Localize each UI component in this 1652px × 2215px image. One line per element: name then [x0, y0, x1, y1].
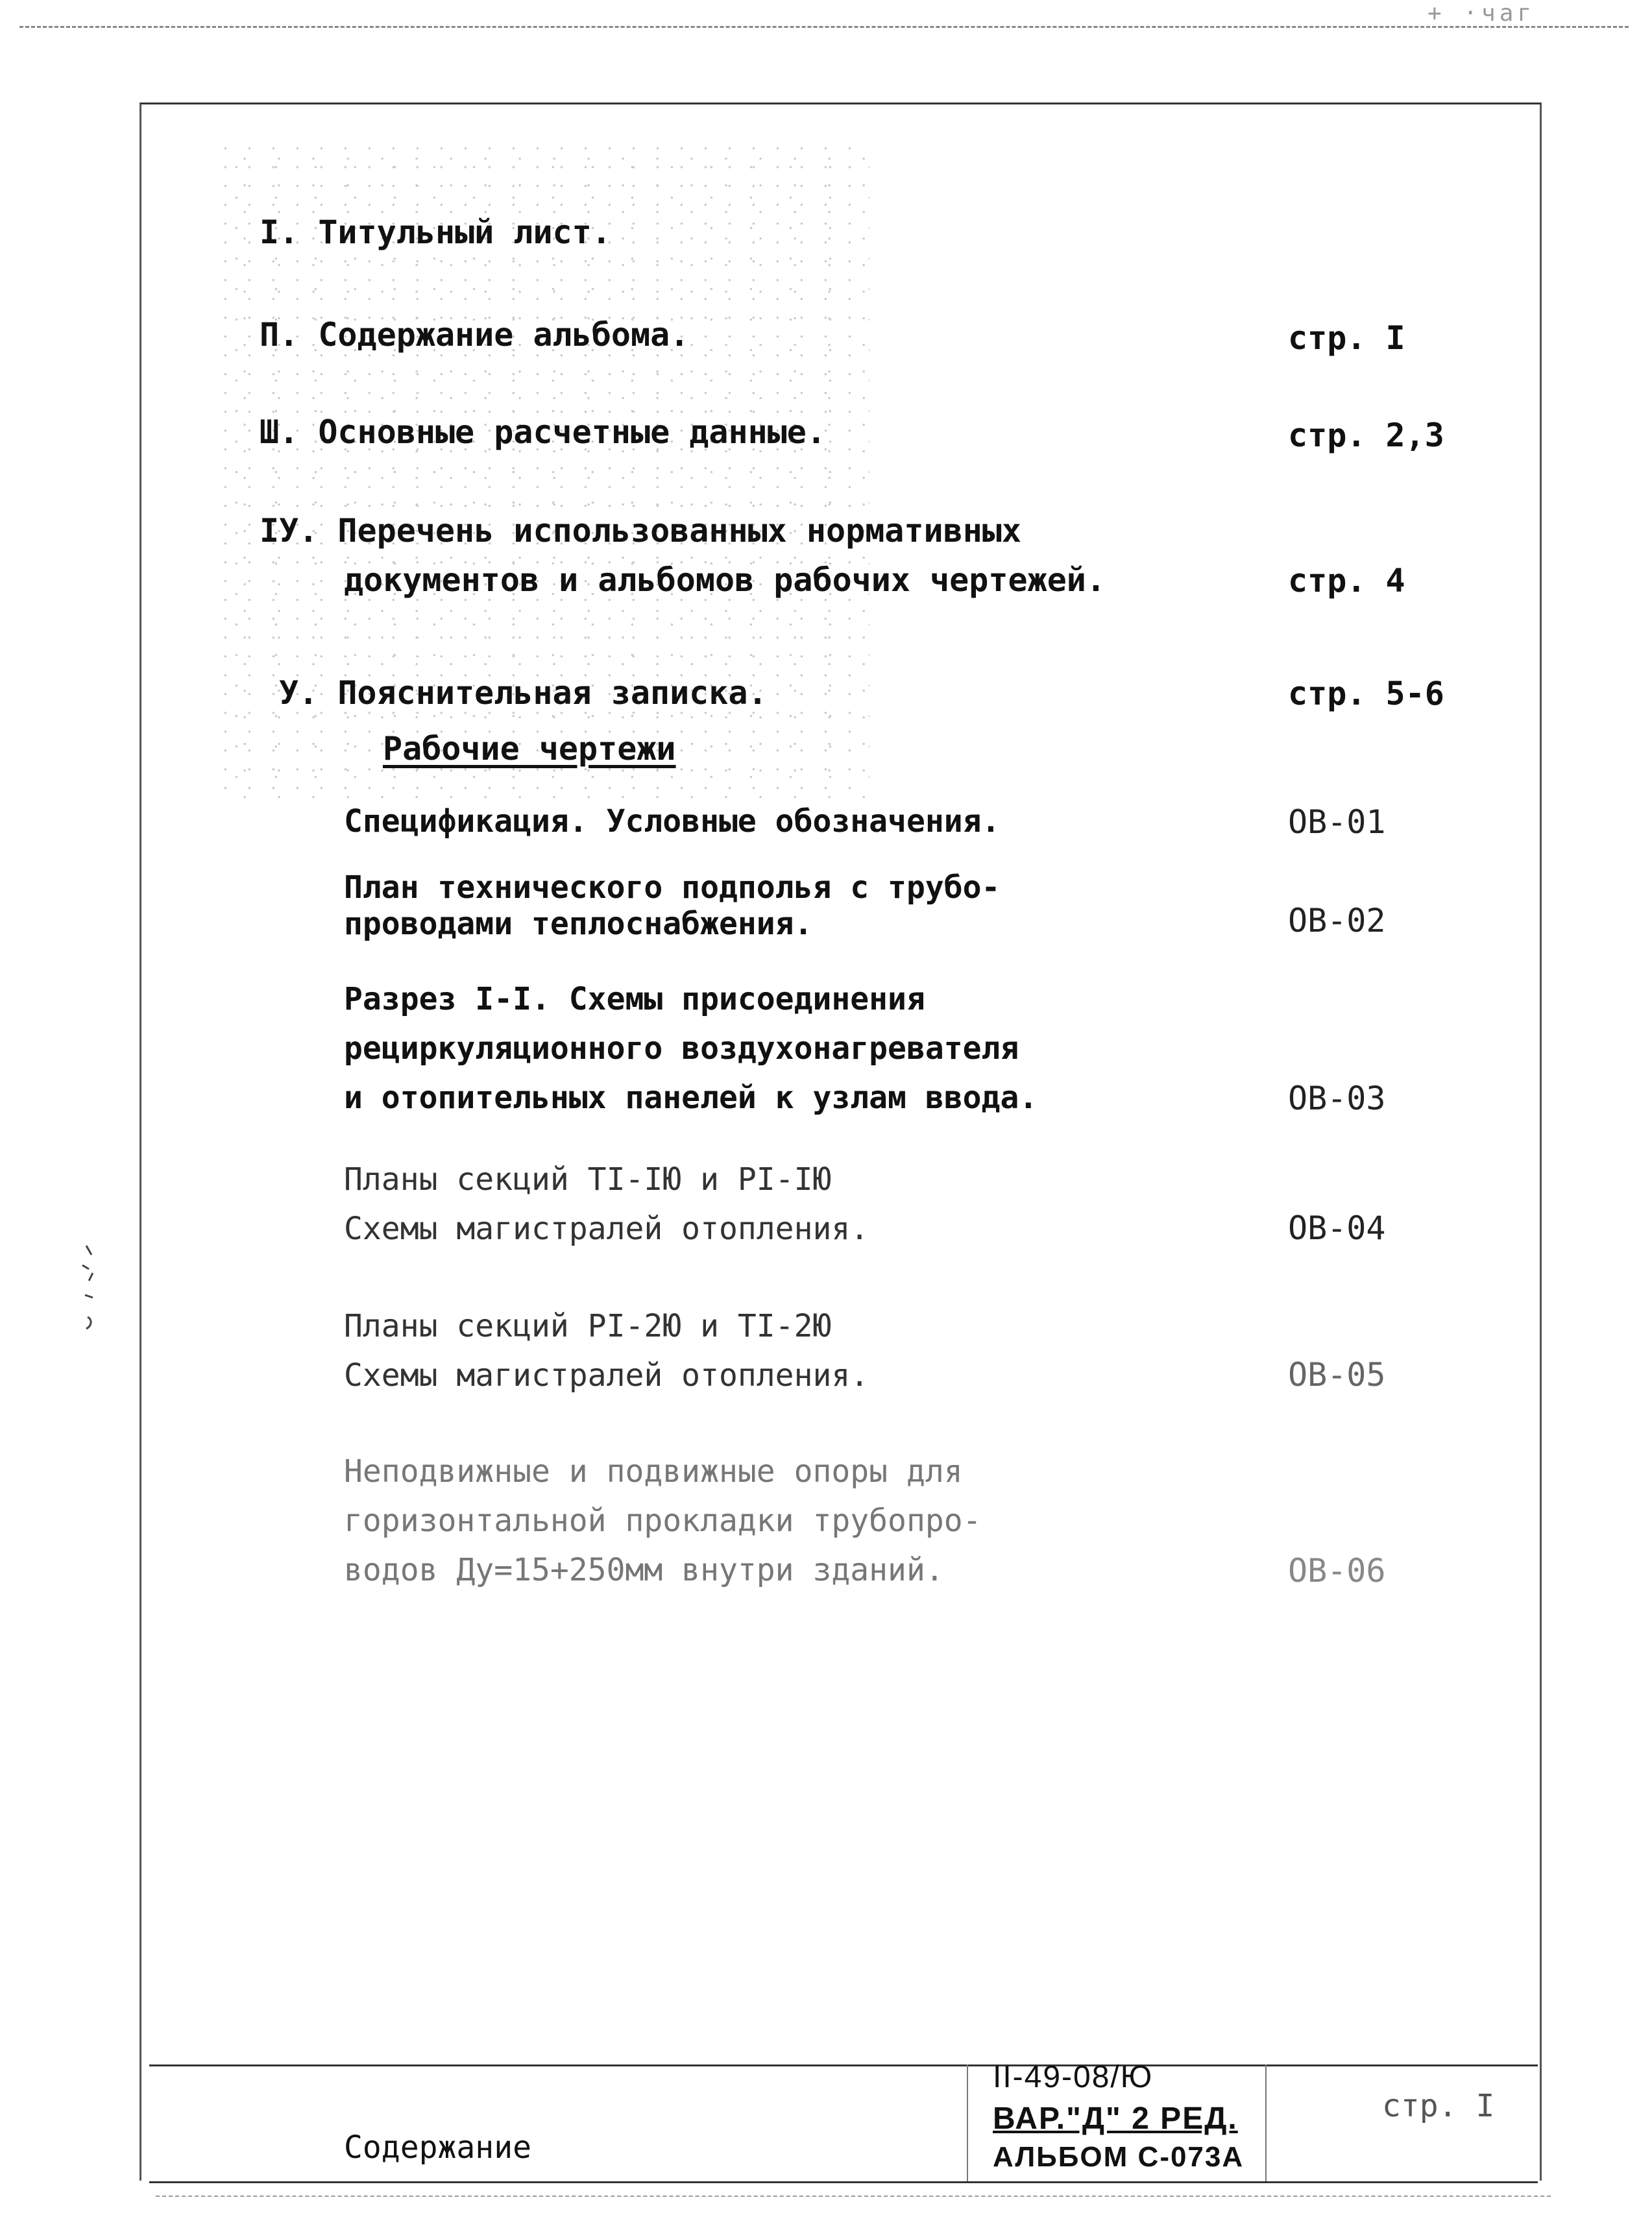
- drawing-line: Планы секций TI-IЮ и PI-IЮ: [344, 1161, 832, 1198]
- toc-number: Ш.: [260, 413, 299, 451]
- toc-number: I.: [260, 213, 299, 251]
- toc-title: Титульный лист.: [318, 213, 611, 251]
- bottom-border-line: [156, 2196, 1551, 2197]
- sheet-ref: ОВ-05: [1288, 1356, 1386, 1394]
- drawing-line: водов Ду=15+250мм внутри зданий.: [344, 1552, 944, 1588]
- toc-page-ref: стр. 2,3: [1288, 417, 1444, 454]
- toc-page-ref: стр. I: [1288, 319, 1405, 357]
- toc-item-3: [260, 407, 826, 457]
- margin-marks: [39, 1207, 112, 1363]
- drawing-line: Схемы магистралей отопления.: [344, 1357, 869, 1394]
- sheet-ref: ОВ-03: [1288, 1080, 1386, 1117]
- toc-title: Содержание альбома.: [318, 316, 690, 354]
- title-block-code: II-49-08/Ю: [993, 2060, 1154, 2094]
- title-block-variant: ВАР."Д" 2 РЕД.: [993, 2101, 1238, 2136]
- title-block: [149, 2060, 1538, 2181]
- title-block-separator: [1265, 2064, 1267, 2181]
- drawing-line: Спецификация. Условные обозначения.: [344, 803, 1001, 840]
- title-block-bottom-line: [149, 2181, 1538, 2183]
- toc-item-2: [260, 310, 689, 359]
- toc-number: П.: [260, 316, 299, 354]
- toc-page-ref: стр. 4: [1288, 562, 1405, 599]
- sheet-ref: ОВ-06: [1288, 1552, 1386, 1590]
- drawings-heading: Рабочие чертежи: [383, 730, 676, 768]
- title-block-separator: [967, 2064, 968, 2181]
- toc-item-1: [260, 208, 611, 257]
- drawing-line: План технического подполья с трубо-: [344, 869, 1001, 906]
- margin-scribble-icon: [73, 1239, 112, 1356]
- toc-item-4: [260, 506, 1021, 555]
- toc-item-4-line2: [344, 555, 1106, 605]
- drawing-line: Планы секций PI-2Ю и TI-2Ю: [344, 1308, 832, 1344]
- toc-title: Перечень использованных нормативных: [337, 512, 1022, 550]
- toc-title-continued: документов и альбомов рабочих чертежей.: [344, 561, 1106, 599]
- title-block-top-line: [149, 2064, 1538, 2066]
- title-block-title: Содержание: [344, 2129, 531, 2166]
- drawing-line: Схемы магистралей отопления.: [344, 1211, 869, 1247]
- drawing-line: Разрез I-I. Схемы присоединения: [344, 981, 925, 1017]
- title-block-album: АЛЬБОМ С-073А: [993, 2141, 1245, 2173]
- sheet-ref: ОВ-01: [1288, 803, 1386, 841]
- toc-item-5: [279, 668, 768, 718]
- drawing-line: рециркуляционного воздухонагревателя: [344, 1030, 1019, 1067]
- toc-number: У.: [279, 674, 319, 712]
- toc-page-ref: стр. 5-6: [1288, 675, 1444, 712]
- drawing-line: и отопительных панелей к узлам ввода.: [344, 1080, 1038, 1116]
- toc-title: Пояснительная записка.: [337, 674, 768, 712]
- corner-mark: + ·чаг: [1427, 0, 1536, 27]
- toc-number: IУ.: [260, 512, 319, 550]
- drawing-line: Неподвижные и подвижные опоры для: [344, 1453, 963, 1490]
- title-block-page: стр. I: [1382, 2088, 1495, 2124]
- drawing-line: проводами теплоснабжения.: [344, 906, 813, 942]
- sheet-ref: ОВ-04: [1288, 1209, 1386, 1247]
- toc-title: Основные расчетные данные.: [318, 413, 826, 451]
- drawing-line: горизонтальной прокладки трубопро-: [344, 1503, 982, 1539]
- top-border-line: [19, 26, 1629, 28]
- sheet-ref: ОВ-02: [1288, 902, 1386, 939]
